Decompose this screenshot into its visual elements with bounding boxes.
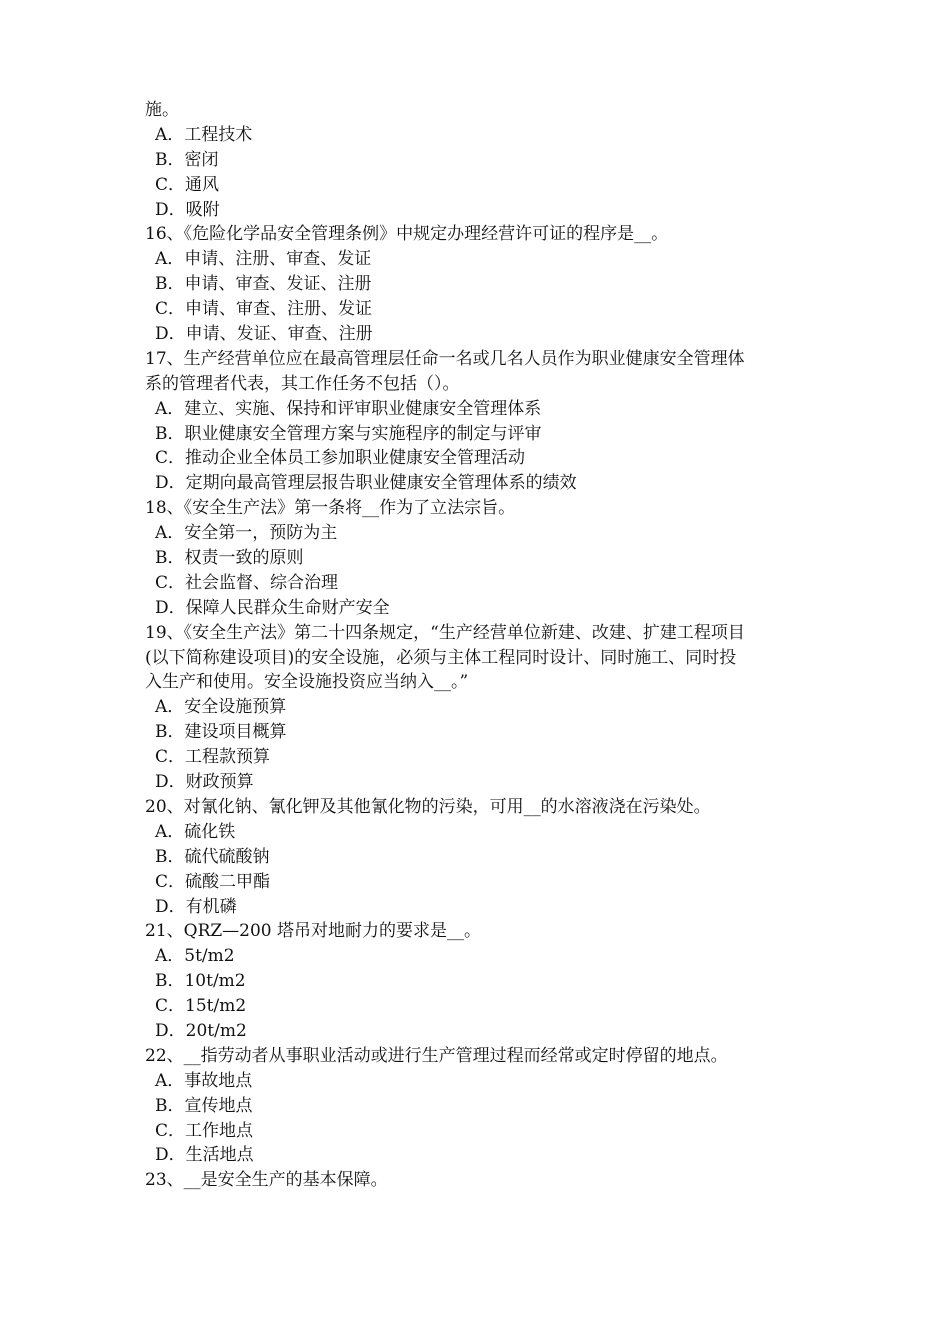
answer-option: C．15t/m2 [155,996,247,1017]
question-text: 23、__是安全生产的基本保障。 [145,1170,388,1191]
answer-option: D．申请、发证、审查、注册 [155,324,373,345]
answer-option: A．申请、注册、审查、发证 [155,249,372,270]
answer-option: C．硫酸二甲酯 [155,871,271,892]
answer-option: B．硫代硫酸钠 [155,846,270,867]
answer-option: D．保障人民群众生命财产安全 [155,597,390,618]
question-text: 20、对氰化钠、氰化钾及其他氰化物的污染，可用__的水溶液浇在污染处。 [145,796,711,817]
answer-option: C．工作地点 [155,1120,254,1141]
answer-option: A．事故地点 [155,1070,253,1091]
answer-option: C．推动企业全体员工参加职业健康安全管理活动 [155,448,526,469]
answer-option: D．吸附 [155,199,220,220]
question-text: 21、QRZ—200 塔吊对地耐力的要求是__。 [145,921,482,942]
answer-option: A．硫化铁 [155,821,236,842]
answer-option: B．职业健康安全管理方案与实施程序的制定与评审 [155,423,542,444]
answer-option: C．工程款预算 [155,747,271,768]
question-text: 18、《安全生产法》第一条将__作为了立法宗旨。 [145,498,516,519]
answer-option: B．密闭 [155,149,219,170]
answer-option: C．社会监督、综合治理 [155,572,339,593]
answer-option: A．安全第一，预防为主 [155,523,338,544]
question-text: 22、__指劳动者从事职业活动或进行生产管理过程而经常或定时停留的地点。 [145,1045,728,1066]
answer-option: D．20t/m2 [155,1020,247,1041]
answer-option: C．申请、审查、注册、发证 [155,299,373,320]
answer-option: B．宣传地点 [155,1095,253,1116]
answer-option: A．建立、实施、保持和评审职业健康安全管理体系 [155,398,542,419]
answer-option: B．10t/m2 [155,971,246,992]
question-text: 施。 [145,100,179,120]
answer-option: D．有机磷 [155,896,237,917]
document-page [145,98,825,1193]
question-text: 入生产和使用。安全设施投资应当纳入__。” [145,672,469,693]
answer-option: D．生活地点 [155,1145,254,1166]
question-text: 19、《安全生产法》第二十四条规定，“生产经营单位新建、改建、扩建工程项目 [145,622,745,643]
answer-option: A．5t/m2 [155,946,235,967]
answer-option: B．权责一致的原则 [155,548,304,569]
question-text: (以下简称建设项目)的安全设施，必须与主体工程同时设计、同时施工、同时投 [145,647,737,668]
answer-option: A．安全设施预算 [155,697,287,718]
answer-option: D．财政预算 [155,772,254,793]
answer-option: C．通风 [155,174,220,195]
question-text: 17、生产经营单位应在最高管理层任命一名或几名人员作为职业健康安全管理体 [145,348,745,369]
question-text: 系的管理者代表，其工作任务不包括（）。 [145,373,460,394]
answer-option: B．申请、审查、发证、注册 [155,274,372,295]
answer-option: A．工程技术 [155,124,253,145]
answer-option: D．定期向最高管理层报告职业健康安全管理体系的绩效 [155,473,577,494]
answer-option: B．建设项目概算 [155,722,287,743]
question-text: 16、《危险化学品安全管理条例》中规定办理经营许可证的程序是__。 [145,224,669,245]
